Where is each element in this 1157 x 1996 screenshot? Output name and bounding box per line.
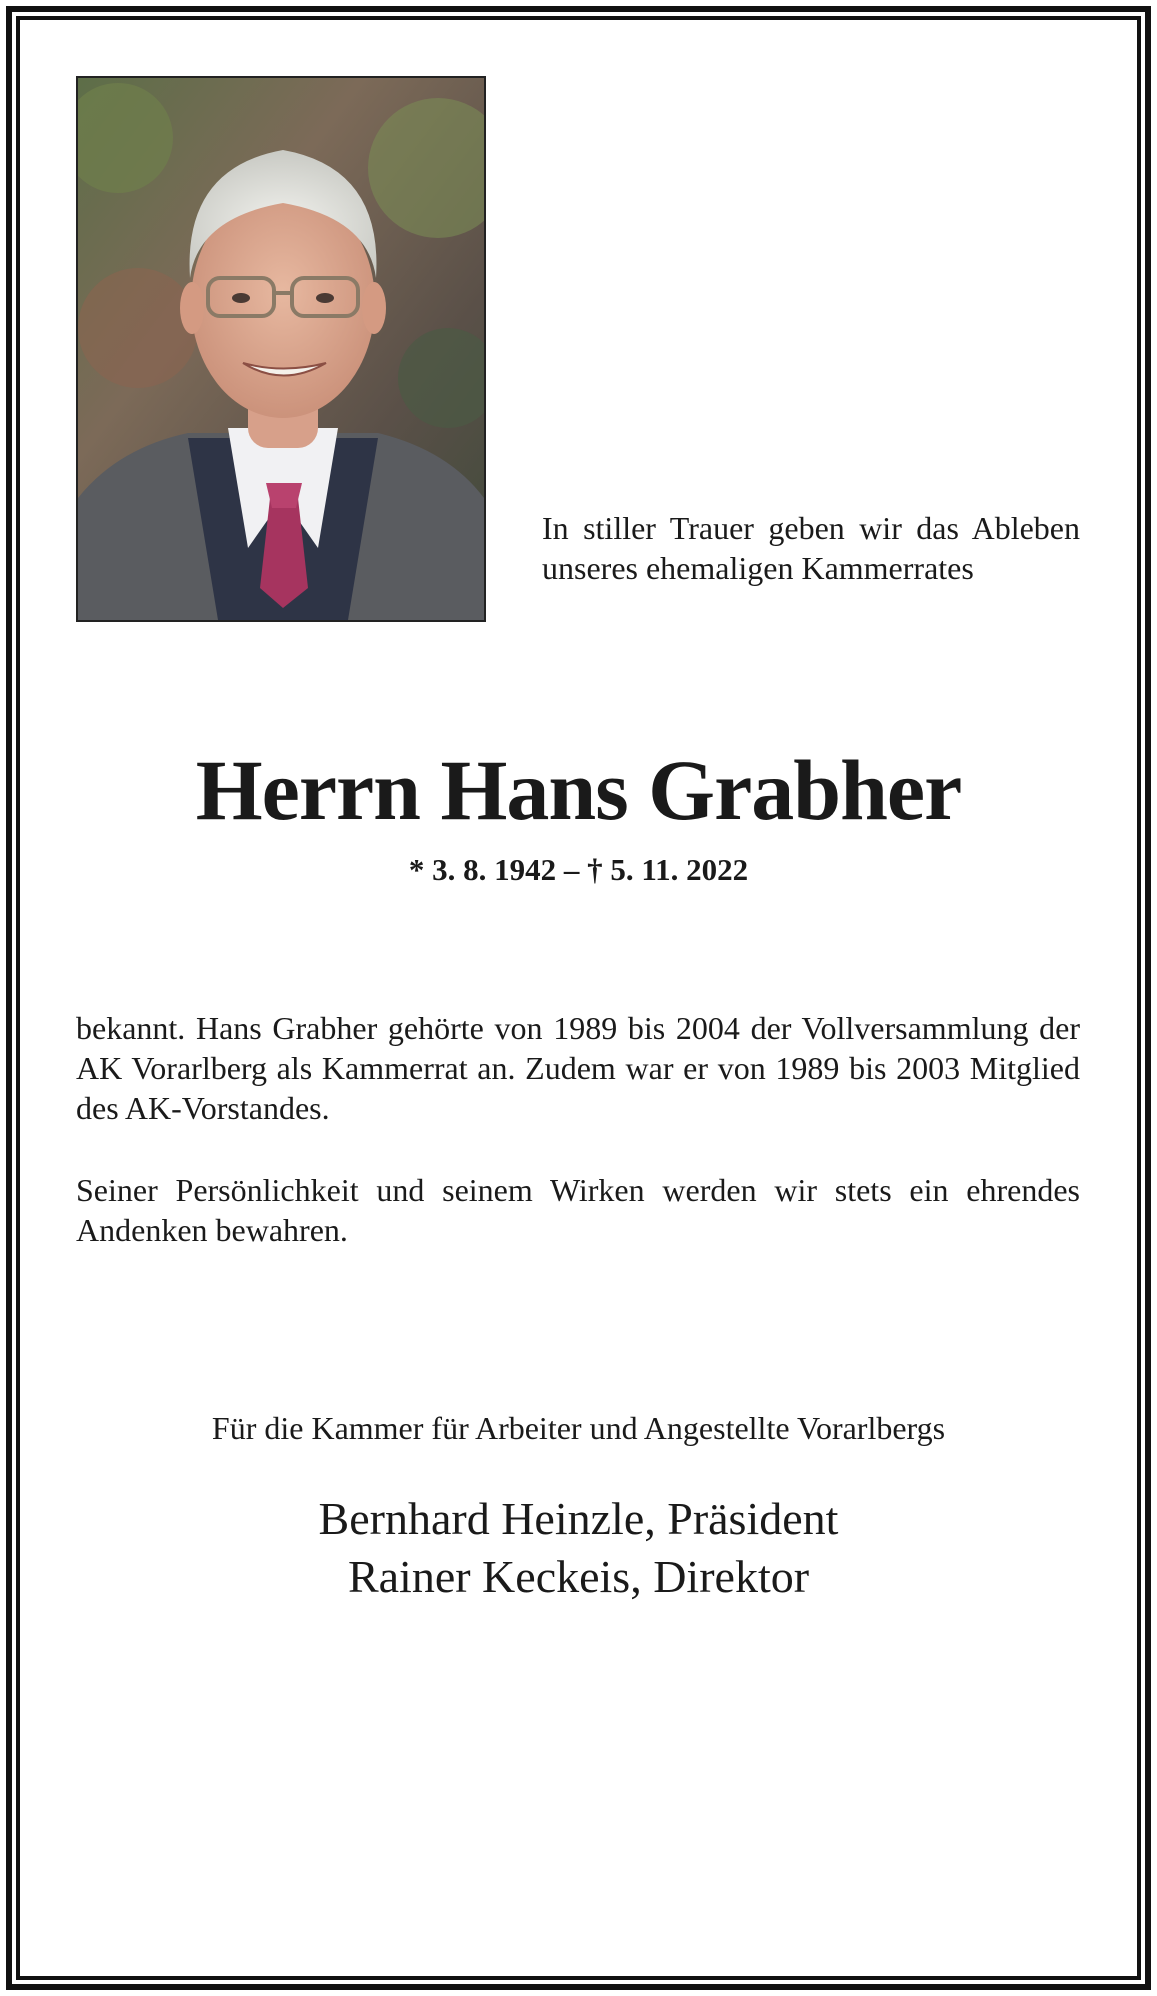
organization-line: Für die Kammer für Arbeiter und Angestellte Vorarlbergs (211, 1410, 946, 1446)
portrait-photo (76, 76, 486, 622)
signer-director: Rainer Keckeis, Direktor (347, 1551, 810, 1602)
deceased-name: Herrn Hans Grabher (195, 742, 962, 838)
signer-president: Bernhard Heinzle, Präsident (318, 1493, 839, 1544)
signers (20, 1490, 1137, 1606)
intro-text: In stiller Trauer geben wir das Ableben unseres ehemaligen Kammerrates (542, 510, 1080, 586)
life-dates: * 3. 8. 1942 – † 5. 11. 2022 (408, 852, 749, 887)
career-paragraph: bekannt. Hans Grabher gehörte von 1989 bis 2004 der Vollversammlung der AK Vorarlberg als Kammerrat an. Zudem war er von 1989 bis 2003 Mitglied des AK-Vorstandes. (76, 1010, 1080, 1126)
remembrance-paragraph: Seiner Persönlichkeit und seinem Wirken werden wir stets ein ehrendes Andenken bewahren. (76, 1172, 1080, 1248)
